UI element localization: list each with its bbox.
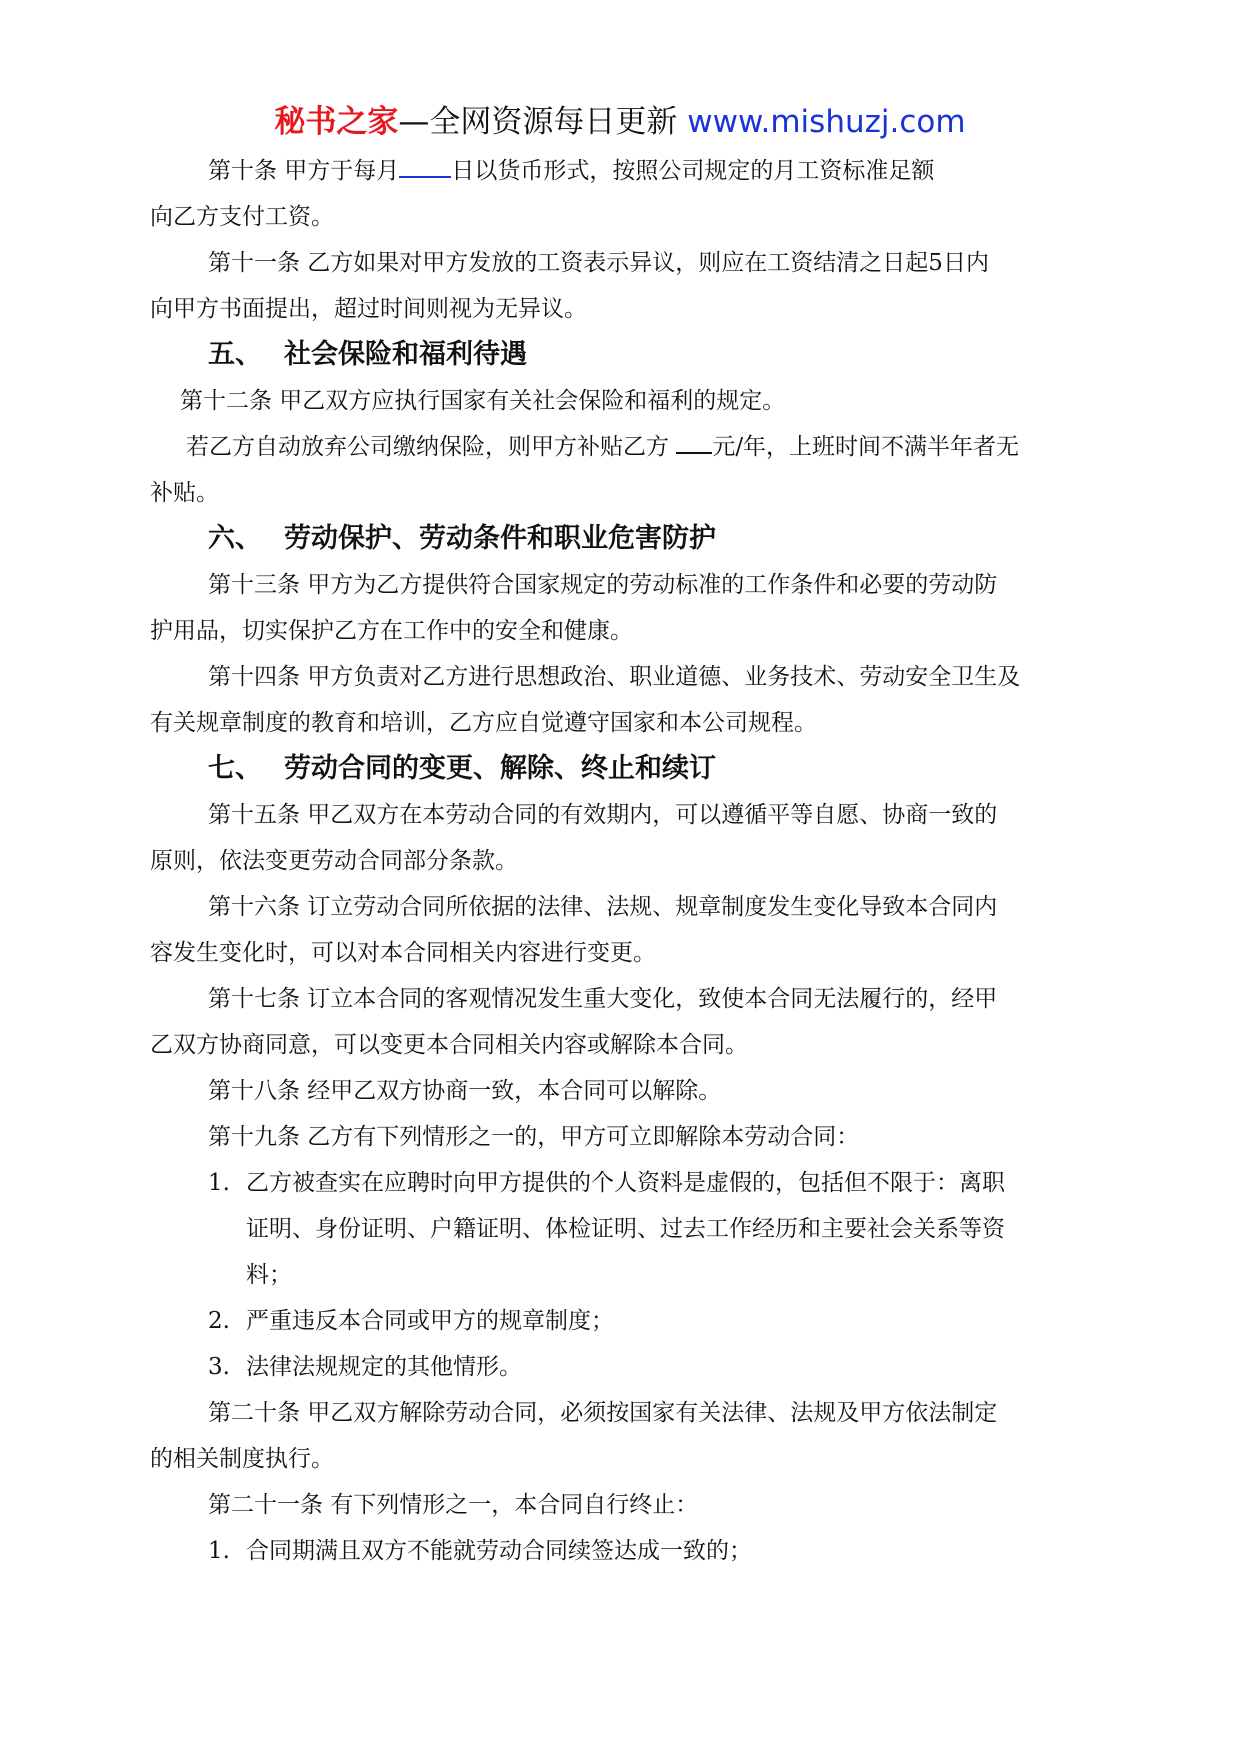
article-16-line-2: 容发生变化时，可以对本合同相关内容进行变更。 bbox=[150, 940, 656, 966]
list-item-text: 乙方被查实在应聘时向甲方提供的个人资料是虚假的，包括但不限于：离职 bbox=[246, 1170, 1005, 1196]
list-item-text: 法律法规规定的其他情形。 bbox=[246, 1354, 522, 1380]
list-number: 1. bbox=[208, 1538, 230, 1564]
site-header bbox=[0, 100, 1240, 144]
article-16-line-1: 第十六条 订立劳动合同所依据的法律、法规、规章制度发生变化导致本合同内 bbox=[208, 894, 998, 920]
article-21: 第二十一条 有下列情形之一，本合同自行终止： bbox=[208, 1492, 699, 1518]
article-17-line-1: 第十七条 订立本合同的客观情况发生重大变化，致使本合同无法履行的，经甲 bbox=[208, 986, 998, 1012]
list-number: 2. bbox=[208, 1308, 230, 1334]
article-19-item-2 bbox=[150, 1298, 1098, 1344]
contract-body bbox=[150, 148, 1098, 1574]
list-item-text: 合同期满且双方不能就劳动合同续签达成一致的； bbox=[246, 1538, 752, 1564]
article-14-line-2: 有关规章制度的教育和培训，乙方应自觉遵守国家和本公司规程。 bbox=[150, 710, 817, 736]
article-12-text-a: 若乙方自动放弃公司缴纳保险，则甲方补贴乙方 bbox=[186, 434, 677, 460]
article-21-item-1 bbox=[150, 1528, 1098, 1574]
section-6-heading bbox=[150, 516, 1098, 562]
section-5-heading bbox=[150, 332, 1098, 378]
article-10-text-b: 日以货币形式，按照公司规定的月工资标准足额 bbox=[451, 158, 935, 184]
section-5-number: 五、 bbox=[208, 339, 262, 370]
article-20-line-2: 的相关制度执行。 bbox=[150, 1446, 334, 1472]
brand-name: 秘书之家 bbox=[274, 104, 399, 140]
list-number: 1. bbox=[208, 1170, 230, 1196]
article-12-text-b: 元/年，上班时间不满半年者无 bbox=[712, 434, 1020, 460]
section-7-title: 劳动合同的变更、解除、终止和续订 bbox=[284, 753, 716, 784]
article-12-line-3: 补贴。 bbox=[150, 480, 219, 506]
article-10-line-2: 向乙方支付工资。 bbox=[150, 204, 334, 230]
article-11-line-2: 向甲方书面提出，超过时间则视为无异议。 bbox=[150, 296, 587, 322]
subsidy-blank bbox=[676, 430, 712, 454]
payday-blank bbox=[399, 154, 451, 178]
article-12-line-2 bbox=[150, 424, 1098, 470]
article-19: 第十九条 乙方有下列情形之一的，甲方可立即解除本劳动合同： bbox=[208, 1124, 860, 1150]
section-6-title: 劳动保护、劳动条件和职业危害防护 bbox=[284, 523, 716, 554]
article-19-item-3 bbox=[150, 1344, 1098, 1390]
article-19-item-1 bbox=[150, 1160, 1098, 1206]
article-13-line-1: 第十三条 甲方为乙方提供符合国家规定的劳动标准的工作条件和必要的劳动防 bbox=[208, 572, 998, 598]
article-20-line-1: 第二十条 甲乙双方解除劳动合同，必须按国家有关法律、法规及甲方依法制定 bbox=[208, 1400, 998, 1426]
article-13-line-2: 护用品，切实保护乙方在工作中的安全和健康。 bbox=[150, 618, 633, 644]
article-18: 第十八条 经甲乙双方协商一致，本合同可以解除。 bbox=[208, 1078, 722, 1104]
list-number: 3. bbox=[208, 1354, 230, 1380]
site-url-link[interactable]: www.mishuzj.com bbox=[687, 104, 966, 140]
article-17-line-2: 乙双方协商同意，可以变更本合同相关内容或解除本合同。 bbox=[150, 1032, 748, 1058]
article-10-line-1 bbox=[150, 148, 1098, 194]
article-12-line-1: 第十二条 甲乙双方应执行国家有关社会保险和福利的规定。 bbox=[180, 388, 786, 414]
section-6-number: 六、 bbox=[208, 523, 262, 554]
section-7-number: 七、 bbox=[208, 753, 262, 784]
article-19-item-1-cont-1: 证明、身份证明、户籍证明、体检证明、过去工作经历和主要社会关系等资 bbox=[246, 1216, 1005, 1242]
section-5-title: 社会保险和福利待遇 bbox=[284, 339, 527, 370]
article-10-text-a: 第十条 甲方于每月 bbox=[208, 158, 400, 184]
article-14-line-1: 第十四条 甲方负责对乙方进行思想政治、职业道德、业务技术、劳动安全卫生及 bbox=[208, 664, 1021, 690]
section-7-heading bbox=[150, 746, 1098, 792]
article-15-line-2: 原则，依法变更劳动合同部分条款。 bbox=[150, 848, 518, 874]
list-item-text: 严重违反本合同或甲方的规章制度； bbox=[246, 1308, 614, 1334]
article-19-item-1-cont-2: 料； bbox=[246, 1262, 292, 1288]
article-15-line-1: 第十五条 甲乙双方在本劳动合同的有效期内，可以遵循平等自愿、协商一致的 bbox=[208, 802, 998, 828]
header-tagline: —全网资源每日更新 bbox=[398, 104, 678, 140]
article-11-line-1: 第十一条 乙方如果对甲方发放的工资表示异议，则应在工资结清之日起5日内 bbox=[208, 250, 989, 276]
